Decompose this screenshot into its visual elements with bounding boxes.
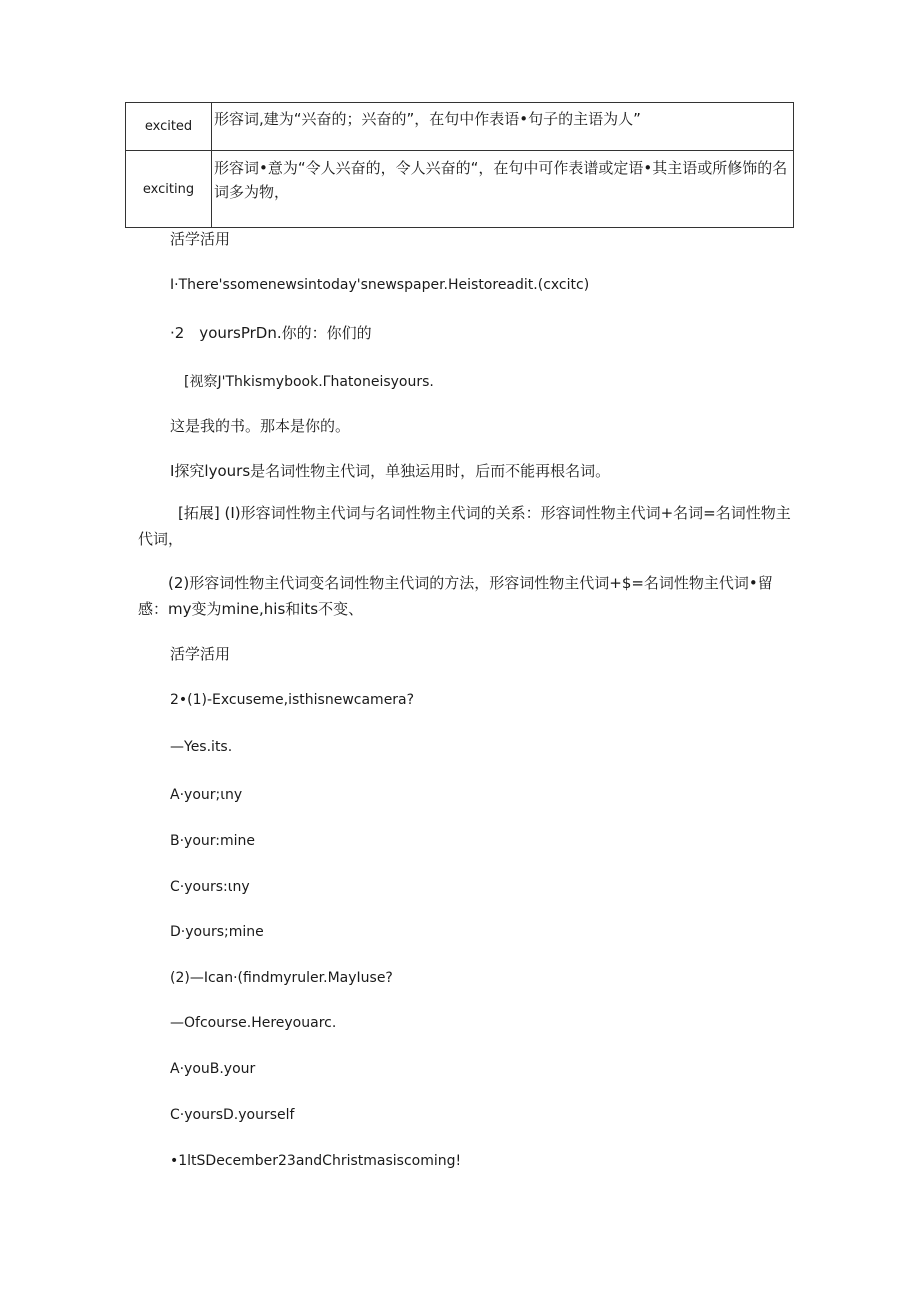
vocabulary-table <box>125 102 794 228</box>
section-heading: 活学活用 <box>170 645 231 663</box>
example-translation: 这是我的书。那本是你的。 <box>170 417 351 435</box>
option-a: A·your;ιny <box>170 787 243 803</box>
question-2-reply: —Ofcourse.Hereyouarc. <box>170 1015 337 1031</box>
option-cd: C·yoursD.yourself <box>170 1107 295 1123</box>
definition-cell: 形容词•意为“令人兴奋的，令人兴奋的“，在句中可作表谱或定语•其主语或所修饰的名词多为物， <box>212 151 794 228</box>
exercise-sentence: I·There'ssomenewsintoday'snewspaper.Heistoreadit.(cxcitc) <box>170 277 590 293</box>
question-1-reply: —Yes.its. <box>170 739 233 755</box>
word-cell: exciting <box>126 151 212 228</box>
option-d: D·yours;mine <box>170 924 264 940</box>
option-b: B·your:mine <box>170 833 256 849</box>
explore-note: I探究lyours是名词性物主代词，单独运用时，后而不能再根名词。 <box>170 462 611 480</box>
question-1: 2•(1)-Excuseme,isthisnewcamera? <box>170 692 415 708</box>
question-2: (2)—Ican·(findmyruler.MayIuse? <box>170 970 393 986</box>
table-row <box>126 103 794 151</box>
item-title: ·2 yoursPrDn.你的：你们的 <box>170 324 372 342</box>
question-3: •1ltSDecember23andChristmasiscoming! <box>170 1153 462 1169</box>
table-row <box>126 151 794 228</box>
option-ab: A·youB.your <box>170 1061 256 1077</box>
definition-cell: 形容词,建为“兴奋的；兴奋的”，在句中作表语•句子的主语为人” <box>212 103 794 151</box>
observe-example: [视察J'Thkismybook.Γhatoneisyours. <box>184 374 434 390</box>
option-c: C·yours:ιny <box>170 879 250 895</box>
expand-note-2: (2)形容词性物主代词变名词性物主代词的方法，形容词性物主代词+$=名词性物主代词•留感：my变为mine,his和its不变、 <box>138 574 773 618</box>
expand-note-1: [拓展] (I)形容词性物主代词与名词性物主代词的关系：形容词性物主代词+名词=名词性物主代词， <box>138 504 791 548</box>
section-heading: 活学活用 <box>170 230 231 248</box>
word-cell: excited <box>126 103 212 151</box>
